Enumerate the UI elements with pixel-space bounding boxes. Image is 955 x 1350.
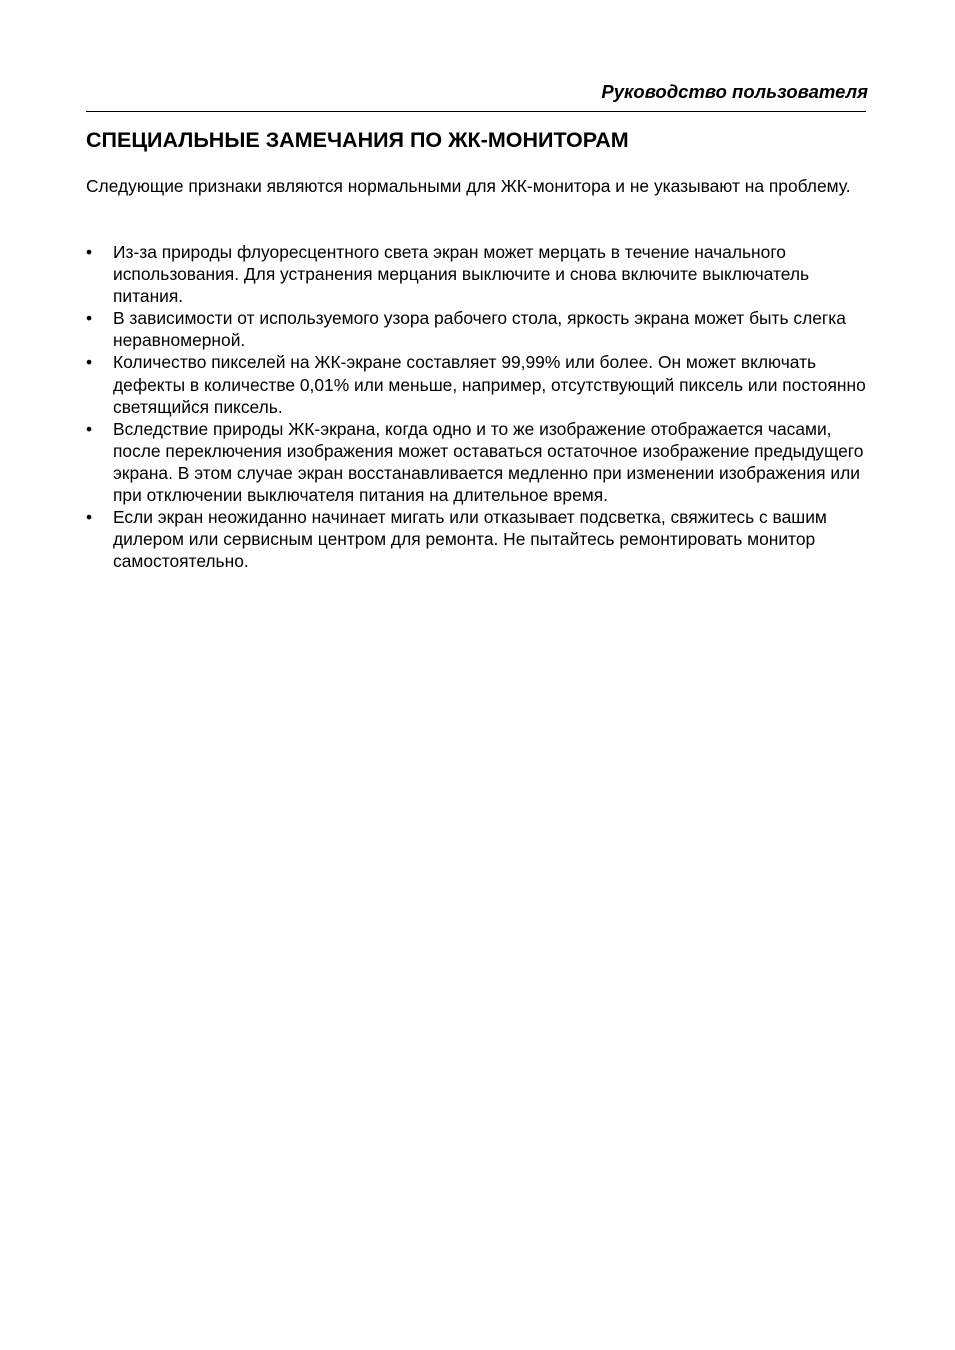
bullet-icon: • [86,242,93,262]
bullet-icon: • [86,418,93,439]
header-rule [86,111,866,112]
list-item [86,418,868,506]
bullet-icon: • [86,352,93,373]
list-item [86,351,868,417]
note-text: Количество пикселей на ЖК-экране составляет 99,99% или более. Он может включать дефекты в количестве 0,01% или меньше, например, отсутствующий пиксель или постоянно светящийся пиксель. [113,352,866,417]
bullet-icon: • [86,507,93,528]
note-text: Вследствие природы ЖК-экрана, когда одно и то же изображение отображается часами, после переключения изображения может оставаться остаточное изображение предыдущего экрана. В этом случае экран восстанавливается медленно при изменении изображения или при отключении выключателя питания на длительное время. [113,418,864,506]
note-text: Если экран неожиданно начинает мигать или отказывает подсветка, свяжитесь с вашим дилером или сервисным центром для ремонта. Не пытайтесь ремонтировать монитор самостоятельно. [113,507,827,572]
list-item [86,241,868,307]
note-text: Из-за природы флуоресцентного света экран может мерцать в течение начального использования. Для устранения мерцания выключите и снова включите выключатель питания. [113,242,810,307]
running-header: Руководство пользователя [601,81,868,102]
intro-paragraph: Следующие признаки являются нормальными для ЖК-монитора и не указывают на проблему. [86,176,851,196]
section-title: СПЕЦИАЛЬНЫЕ ЗАМЕЧАНИЯ ПО ЖК-МОНИТОРАМ [86,128,629,152]
note-text: В зависимости от используемого узора рабочего стола, яркость экрана может быть слегка неравномерной. [113,308,846,351]
bullet-icon: • [86,308,93,329]
list-item [86,307,868,351]
list-item [86,506,868,572]
notes-list [86,241,868,572]
